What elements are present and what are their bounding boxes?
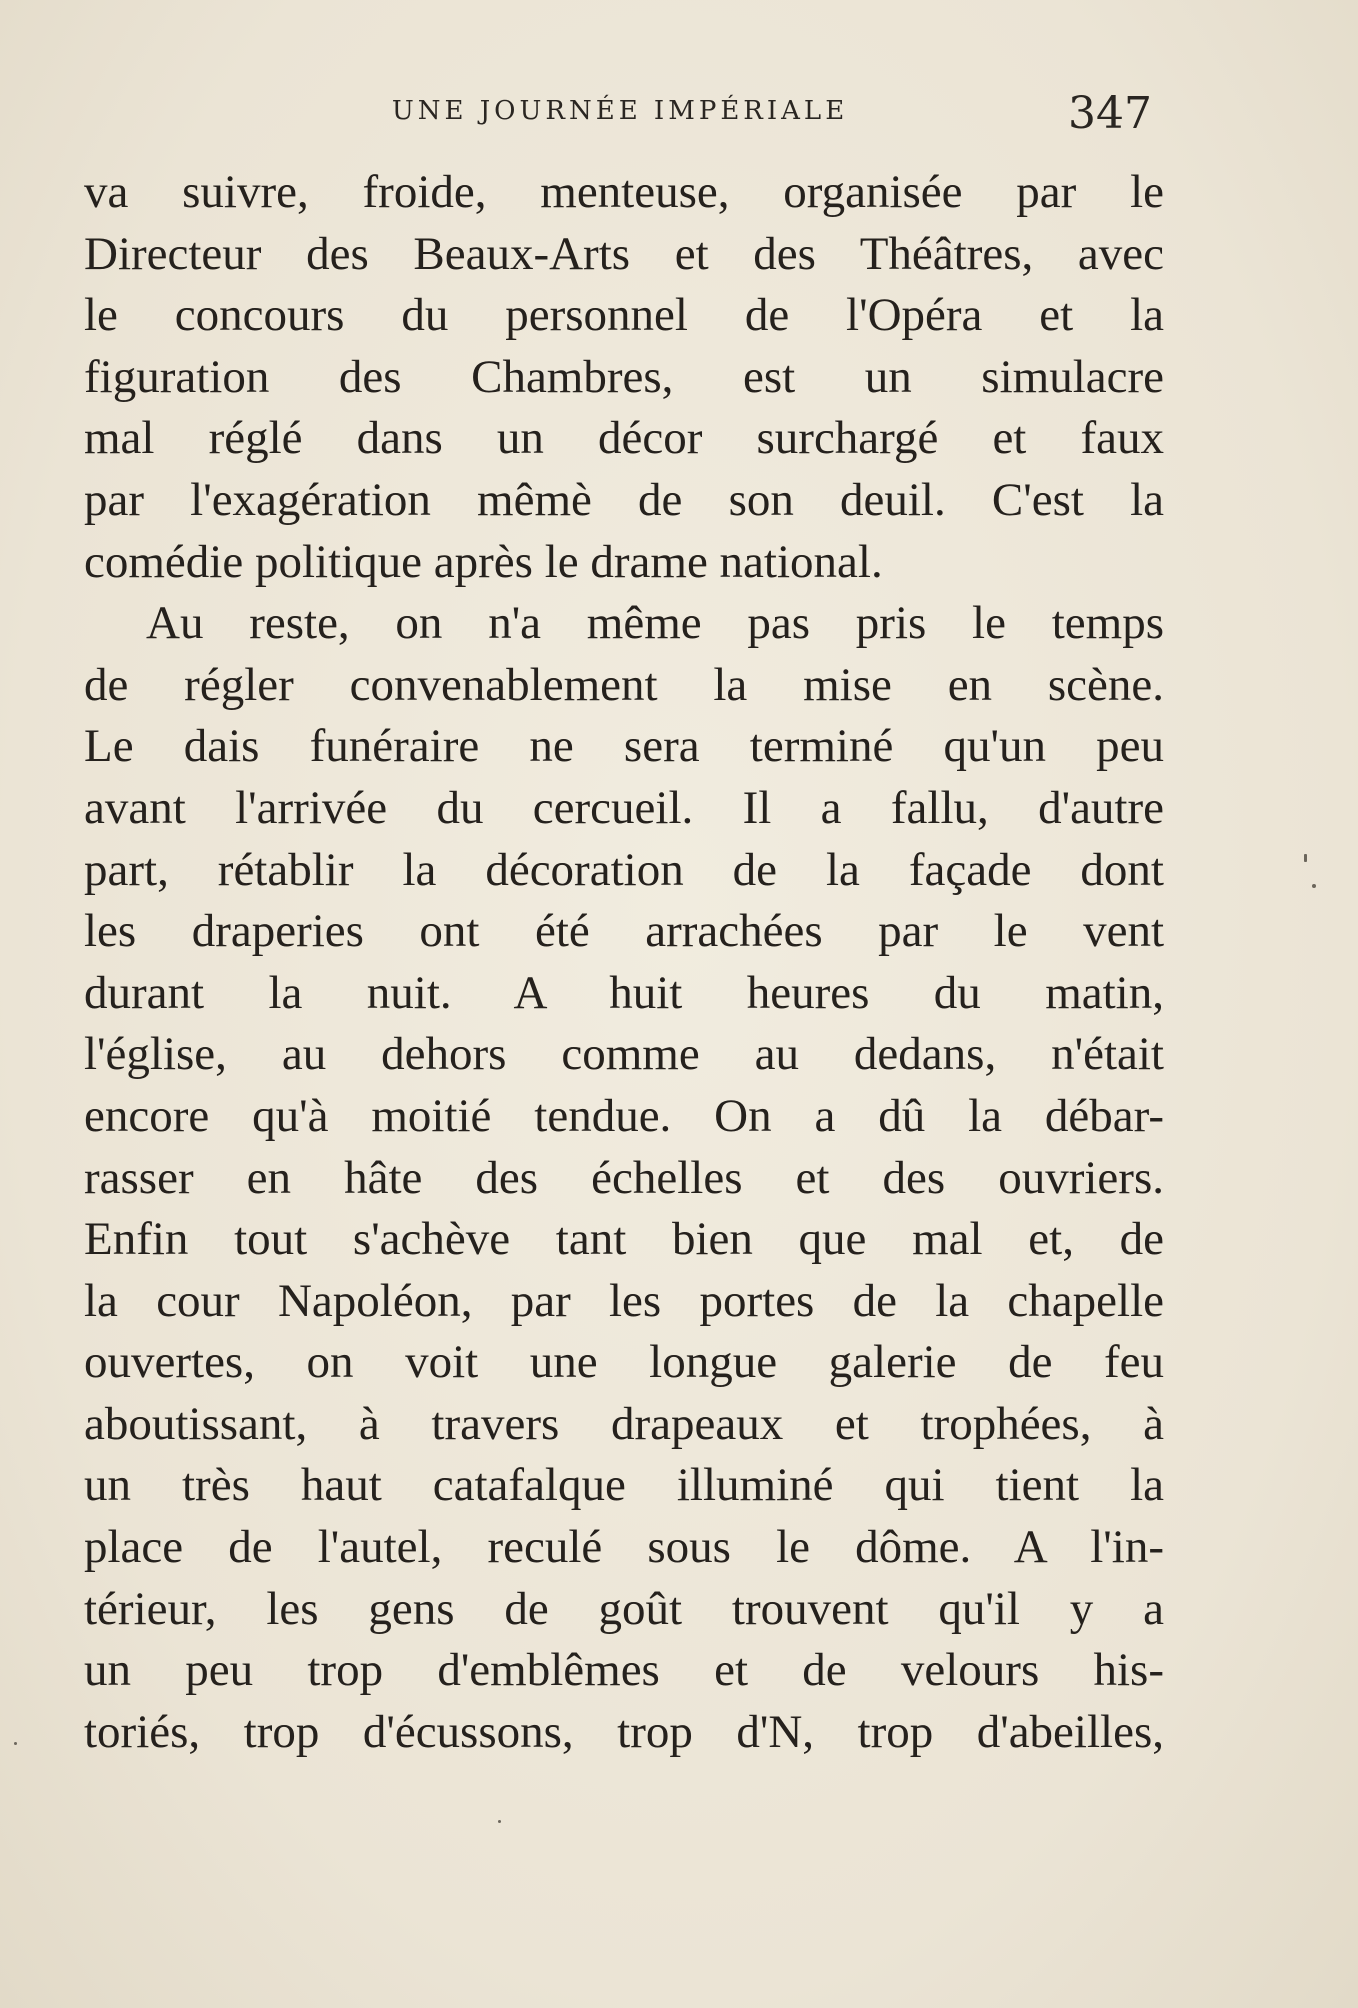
text-line: le concours du personnel de l'Opéra et la (84, 289, 1164, 342)
page-header (0, 88, 1358, 148)
text-line: part, rétablir la décoration de la façade dont (84, 843, 1164, 896)
paper-speck (498, 1820, 501, 1823)
body-text (84, 162, 1164, 1763)
text-line: ouvertes, on voit une longue galerie de feu (84, 1336, 1164, 1389)
text-line: de régler convenablement la mise en scène. (84, 658, 1164, 711)
text-line: place de l'autel, reculé sous le dôme. A l'in- (84, 1521, 1164, 1574)
text-line: toriés, trop d'écussons, trop d'N, trop d'abeilles, (84, 1705, 1164, 1758)
text-line: avant l'arrivée du cercueil. Il a fallu, d'autre (84, 781, 1164, 834)
text-line: va suivre, froide, menteuse, organisée par le (84, 166, 1164, 218)
text-line: comédie politique après le drame national. (84, 535, 883, 588)
text-line: Au reste, on n'a même pas pris le temps (146, 597, 1164, 650)
paper-speck (14, 1742, 17, 1745)
text-line: l'église, au dehors comme au dedans, n'était (84, 1028, 1164, 1081)
text-line: les draperies ont été arrachées par le vent (84, 905, 1164, 958)
text-line: térieur, les gens de goût trouvent qu'il y a (84, 1582, 1164, 1635)
text-line: durant la nuit. A huit heures du matin, (84, 966, 1164, 1019)
text-line: rasser en hâte des échelles et des ouvriers. (84, 1151, 1164, 1204)
text-line: un très haut catafalque illuminé qui tient la (84, 1459, 1164, 1512)
text-line: la cour Napoléon, par les portes de la chapelle (84, 1274, 1164, 1327)
paper-speck (1304, 854, 1307, 862)
text-line: figuration des Chambres, est un simulacre (84, 350, 1164, 403)
paper-speck (1312, 884, 1316, 888)
page-number: 347 (1068, 88, 1152, 139)
text-line: Enfin tout s'achève tant bien que mal et, de (84, 1213, 1164, 1266)
text-line: un peu trop d'emblêmes et de velours his- (84, 1644, 1164, 1697)
text-line: encore qu'à moitié tendue. On a dû la débar- (84, 1089, 1164, 1142)
text-line: aboutissant, à travers drapeaux et trophées, à (84, 1397, 1164, 1450)
text-line: Le dais funéraire ne sera terminé qu'un peu (84, 720, 1164, 773)
text-line: par l'exagération mêmè de son deuil. C'est la (84, 473, 1164, 526)
running-title: UNE JOURNÉE IMPÉRIALE (391, 96, 849, 126)
text-line: mal réglé dans un décor surchargé et faux (84, 412, 1164, 465)
text-line: Directeur des Beaux-Arts et des Théâtres, avec (84, 227, 1164, 280)
